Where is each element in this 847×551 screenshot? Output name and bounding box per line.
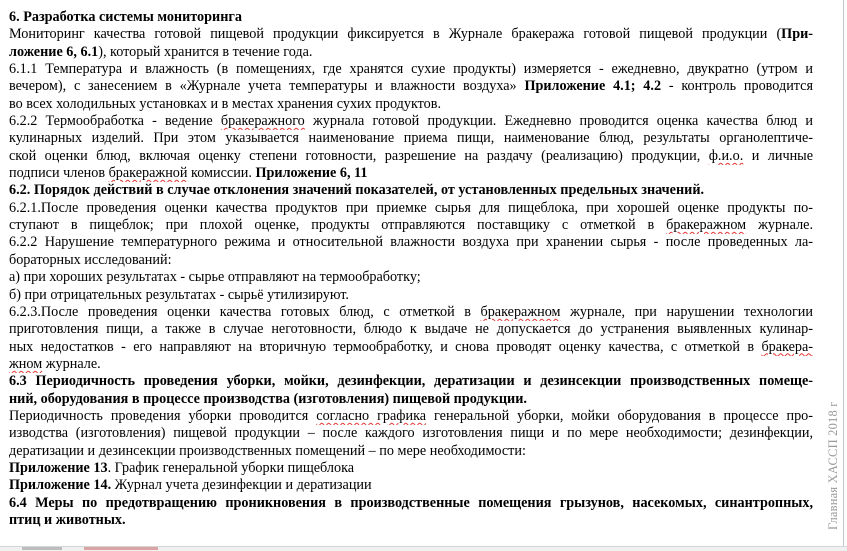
text-line bbox=[9, 200, 813, 217]
text-line bbox=[9, 96, 813, 113]
text-run: ), который хранится в течение года. bbox=[98, 43, 313, 60]
spellcheck-flagged-word: бракеражном bbox=[480, 303, 561, 320]
text-line bbox=[9, 26, 813, 43]
status-bar bbox=[0, 546, 847, 551]
text-run: журнала готовой продукции. Ежедневно проводится оценка качества блюд и bbox=[304, 113, 813, 130]
text-run: комиссии. bbox=[187, 165, 256, 182]
text-run: изводства (изготовления) пищевой продукции – после каждого изготовления пищи и по мере необходимости; дезинфекции, bbox=[9, 425, 813, 442]
text-line bbox=[9, 234, 813, 251]
bold-text-run: Приложение 4.1; 4.2 bbox=[524, 78, 662, 95]
spellcheck-flagged-word: бракеражном bbox=[666, 217, 747, 234]
text-line bbox=[9, 78, 813, 95]
text-line bbox=[9, 495, 813, 512]
bold-text-run: 6.4 Меры по предотвращению проникновения в производственные помещения грызунов, насекомых, синантропных, bbox=[9, 494, 813, 511]
text-run: дератизации и дезинсекции производственных помещений – по мере необходимости: bbox=[9, 442, 526, 459]
text-run: 6.2.2 Нарушение температурного режима и относительной влажности воздуха при хранении сырья - после проведенных ла- bbox=[9, 234, 813, 251]
spellcheck-flagged-word: бракера- bbox=[761, 338, 813, 355]
text-run: 6.2.3.После проведения оценки качества готовых блюд, с отметкой в bbox=[9, 303, 481, 320]
text-run: ской оценки блюд, включая оценку степени готовности, разрешение на раздачу (реализацию) продукции, bbox=[9, 147, 709, 164]
text-line bbox=[9, 148, 813, 165]
text-run: . График генеральной уборки пищеблока bbox=[107, 459, 355, 476]
text-run: вечером), с занесением в «Журнале учета температуры и влажности воздуха» bbox=[9, 78, 525, 95]
text-line bbox=[9, 304, 813, 321]
text-run: во всех холодильных установках и в местах хранения сухих продуктов. bbox=[9, 95, 442, 112]
text-run: подписи членов bbox=[9, 165, 109, 182]
text-line bbox=[9, 269, 813, 286]
text-run: 6.1.1 Температура и влажность (в помещениях, где хранятся сухие продукты) измеряется - ежедневно, двукратно (утром и bbox=[9, 61, 813, 78]
text-line bbox=[9, 321, 813, 338]
text-run: журнале. bbox=[746, 217, 813, 234]
text-run: ных недостатков - его направляют на вторичную термообработку, и снова проводят оценку качества, с отметкой в bbox=[9, 338, 762, 355]
text-run: а) при хороших результатах - сырье отправляют на термообработку; bbox=[9, 269, 421, 286]
text-run: 6.2.1.После проведения оценки качества продуктов при приемке сырья для пищеблока, при хорошей оценке продукты по- bbox=[9, 199, 813, 216]
text-line bbox=[9, 460, 813, 477]
text-line bbox=[9, 339, 813, 356]
text-line bbox=[9, 356, 813, 373]
document-body[interactable] bbox=[9, 9, 813, 529]
status-bar-page-info bbox=[22, 546, 62, 550]
text-line bbox=[9, 217, 813, 234]
spellcheck-flagged-word: жном bbox=[9, 355, 43, 372]
text-line bbox=[9, 425, 813, 442]
page-margin-rule bbox=[843, 0, 844, 551]
text-line bbox=[9, 391, 813, 408]
text-line bbox=[9, 373, 813, 390]
spellcheck-flagged-word: согласно графика bbox=[316, 407, 427, 424]
text-run: бораторных исследований: bbox=[9, 251, 172, 268]
text-line bbox=[9, 113, 813, 130]
text-line bbox=[9, 9, 813, 26]
text-run: кулинарных изделий. При этом указывается наименование приема пищи, наименование блюд, результаты органолептиче- bbox=[9, 130, 813, 147]
text-line bbox=[9, 443, 813, 460]
text-line bbox=[9, 252, 813, 269]
text-line bbox=[9, 287, 813, 304]
bold-text-run: При- bbox=[781, 26, 813, 43]
bold-text-run: Приложение 14. bbox=[9, 477, 112, 494]
text-line bbox=[9, 182, 813, 199]
text-line bbox=[9, 44, 813, 61]
bold-text-run: ложение 6, 6.1 bbox=[9, 43, 99, 60]
text-run: и личные bbox=[743, 147, 813, 164]
spellcheck-flagged-word: бракеражной bbox=[108, 165, 188, 182]
text-run: 6.2.2 Термообработка - ведение bbox=[9, 113, 221, 130]
text-run: - контроль проводится bbox=[661, 78, 813, 95]
text-run: Журнал учета дезинфекции и дератизации bbox=[111, 477, 372, 494]
bold-text-run: Приложение 6, 11 bbox=[255, 165, 368, 182]
text-line bbox=[9, 61, 813, 78]
bold-text-run: 6.3 Периодичность проведения уборки, мойки, дезинфекции, дератизации и дезинсекции производственных помеще- bbox=[9, 373, 813, 390]
bold-text-run: 6. Разработка системы мониторинга bbox=[9, 9, 242, 25]
bold-text-run: 6.2. Порядок действий в случае отклонения значений показателей, от установленных предельных значений. bbox=[9, 182, 705, 199]
text-run: генеральной уборки, мойки оборудования в процессе про- bbox=[426, 407, 813, 424]
status-bar-spellcheck-indicator[interactable] bbox=[84, 546, 158, 550]
text-run: Периодичность проведения уборки проводится bbox=[9, 407, 317, 424]
spellcheck-flagged-word: бракеражного bbox=[220, 113, 305, 130]
text-line bbox=[9, 130, 813, 147]
margin-note: Главная ХАССП 2018 г bbox=[826, 401, 840, 530]
bold-text-run: птиц и животных. bbox=[9, 511, 126, 528]
text-run: журнале, при нарушении технологии bbox=[560, 303, 813, 320]
text-run: приготовления пищи, а также в случае неготовности, блюдо к выдаче не допускается до устранения выявленных кулинар- bbox=[9, 321, 813, 338]
text-run: журнале. bbox=[42, 355, 101, 372]
text-line bbox=[9, 165, 813, 182]
text-run: Мониторинг качества готовой пищевой продукции фиксируется в Журнале бракеража готовой пищевой продукции ( bbox=[9, 26, 782, 43]
spellcheck-flagged-word: ф.и.о. bbox=[708, 147, 744, 164]
text-line bbox=[9, 477, 813, 494]
text-line bbox=[9, 408, 813, 425]
bold-text-run: ний, оборудования в процессе производства (изготовления) пищевой продукции. bbox=[9, 390, 527, 407]
text-run: ступают в пищеблок; при плохой оценке, продукты отправляются поставщику с отметкой в bbox=[9, 217, 667, 234]
text-run: б) при отрицательных результатах - сырьё утилизируют. bbox=[9, 286, 349, 303]
text-line bbox=[9, 512, 813, 529]
bold-text-run: Приложение 13 bbox=[9, 459, 108, 476]
